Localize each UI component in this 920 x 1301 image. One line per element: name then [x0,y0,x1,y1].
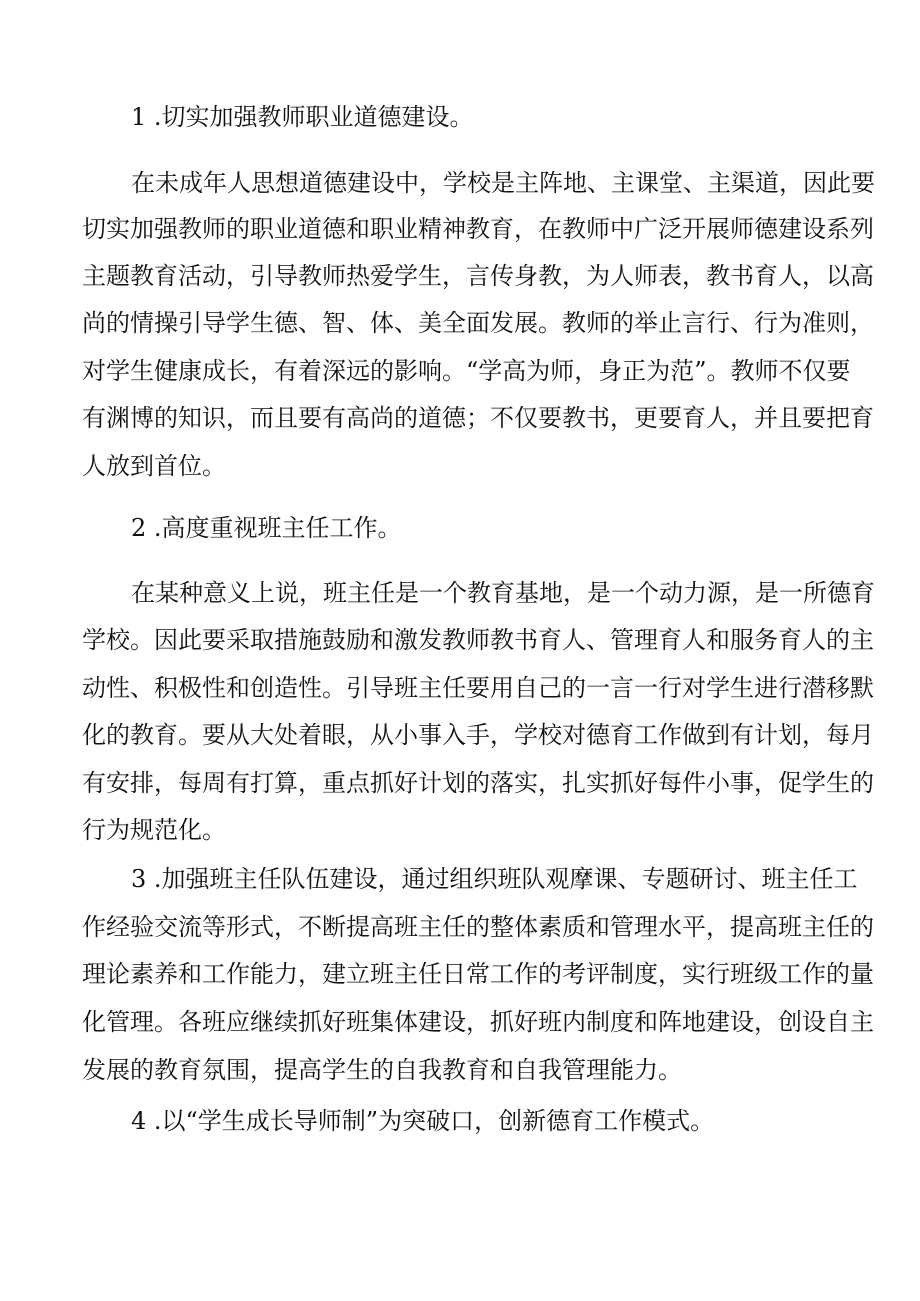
paragraph-line: 发展的教育氛围，提高学生的自我教育和自我管理能力。 [82,1056,682,1084]
paragraph-line: 在某种意义上说，班主任是一个教育基地，是一个动力源，是一所德育 [131,579,875,607]
section-2-heading: 2 .高度重视班主任工作。 [131,514,402,542]
paragraph-line: 在未成年人思想道德建设中，学校是主阵地、主课堂、主渠道，因此要 [131,169,875,197]
paragraph-line: 人放到首位。 [82,452,226,480]
paragraph-line: 理论素养和工作能力，建立班主任日常工作的考评制度，实行班级工作的量 [82,960,874,988]
paragraph-line: 主题教育活动，引导教师热爱学生，言传身教，为人师表，教书育人，以高 [82,262,874,290]
paragraph-line: 动性、积极性和创造性。引导班主任要用自己的一言一行对学生进行潜移默 [82,674,874,702]
paragraph-line: 尚的情操引导学生德、智、体、美全面发展。教师的举止言行、行为准则， [82,309,874,337]
paragraph-line: 对学生健康成长，有着深远的影响。“学高为师，身正为范”。教师不仅要 [82,357,851,385]
paragraph-line: 有安排，每周有打算，重点抓好计划的落实，扎实抓好每件小事，促学生的 [82,769,874,797]
section-4-heading: 4 .以“学生成长导师制”为突破口，创新德育工作模式。 [131,1107,715,1135]
paragraph-line: 切实加强教师的职业道德和职业精神教育，在教师中广泛开展师德建设系列 [82,215,874,243]
paragraph-line: 化管理。各班应继续抓好班集体建设，抓好班内制度和阵地建设，创设自主 [82,1008,874,1036]
paragraph-line: 有渊博的知识，而且要有高尚的道德；不仅要教书，更要育人，并且要把育 [82,404,874,432]
paragraph-line: 行为规范化。 [82,816,226,844]
paragraph-line: 学校。因此要采取措施鼓励和激发教师教书育人、管理育人和服务育人的主 [82,626,874,654]
paragraph-line: 化的教育。要从大处着眼，从小事入手，学校对德育工作做到有计划，每月 [82,721,874,749]
paragraph-line: 3 .加强班主任队伍建设，通过组织班队观摩课、专题研讨、班主任工 [131,865,858,893]
paragraph-line: 作经验交流等形式，不断提高班主任的整体素质和管理水平，提高班主任的 [82,913,874,941]
section-1-heading: 1 .切实加强教师职业道德建设。 [131,103,474,131]
